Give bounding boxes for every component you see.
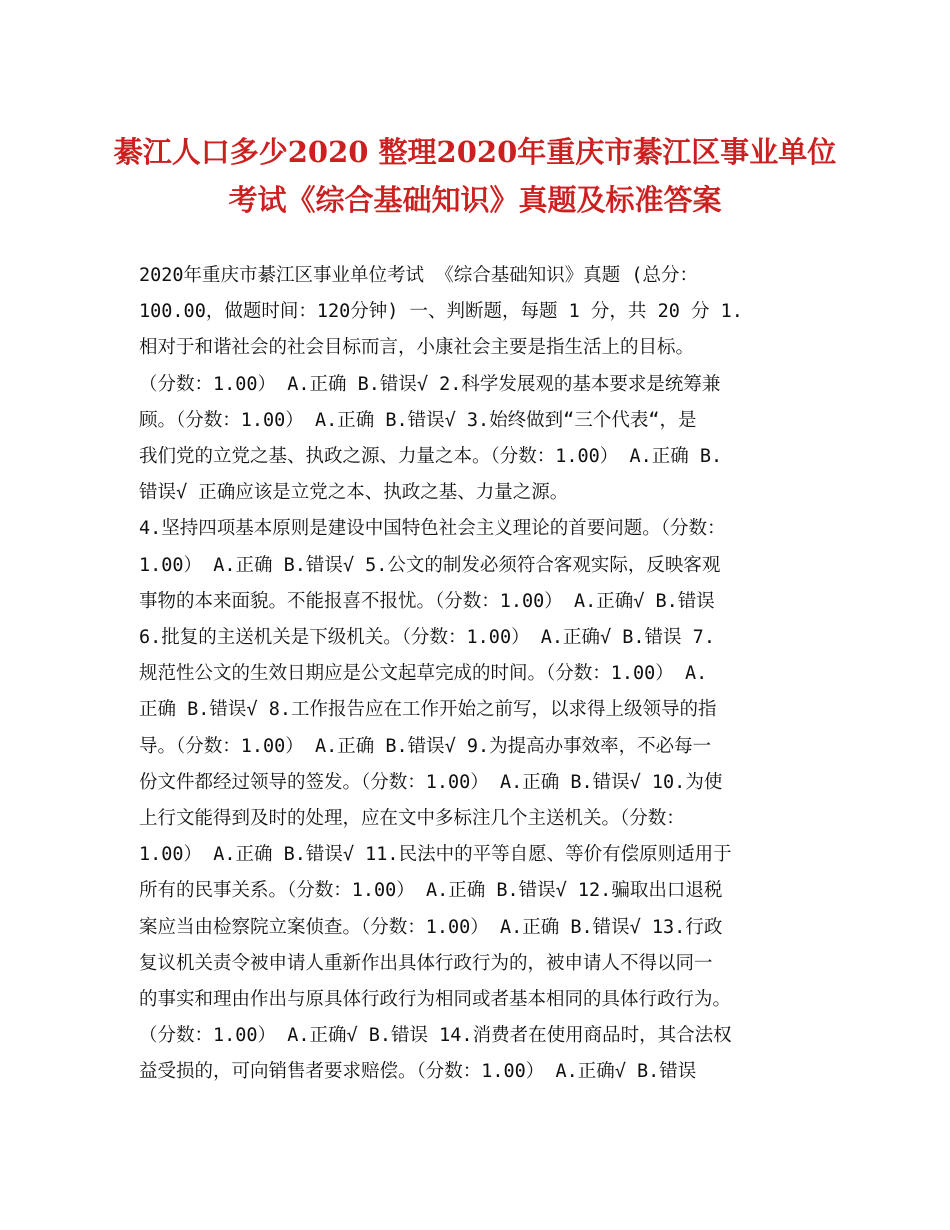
body-line: 份文件都经过领导的签发。（分数：1.00） A.正确 B.错误√ 10.为使 — [139, 771, 723, 793]
body-line: 顾。（分数：1.00） A.正确 B.错误√ 3.始终做到“三个代表“，是 — [139, 409, 697, 431]
body-line: 6.批复的主送机关是下级机关。（分数：1.00） A.正确√ B.错误 7. — [139, 627, 715, 649]
body-line: 案应当由检察院立案侦查。（分数：1.00） A.正确 B.错误√ 13.行政 — [139, 916, 723, 938]
body-line: 2020年重庆市綦江区事业单位考试 《综合基础知识》真题 (总分： — [139, 265, 698, 286]
body-line: 相对于和谐社会的社会目标而言，小康社会主要是指生活上的目标。 — [139, 337, 695, 359]
body-line: 正确 B.错误√ 8.工作报告应在工作开始之前写，以求得上级领导的指 — [139, 699, 717, 721]
body-line: 错误√ 正确应该是立党之本、执政之基、力量之源。 — [139, 482, 569, 504]
body-line: （分数：1.00） A.正确 B.错误√ 2.科学发展观的基本要求是统筹兼 — [139, 373, 721, 395]
body-line: 的事实和理由作出与原具体行政行为相同或者基本相同的具体行政行为。 — [139, 989, 732, 1011]
body-line: 规范性公文的生效日期应是公文起草完成的时间。（分数：1.00） A. — [139, 663, 708, 685]
body-line: 事物的本来面貌。不能报喜不报忧。（分数：1.00） A.正确√ B.错误 — [139, 590, 715, 612]
body-line: 4.坚持四项基本原则是建设中国特色社会主义理论的首要问题。（分数： — [139, 518, 726, 540]
body-line: 我们党的立党之基、执政之源、力量之本。（分数：1.00） A.正确 B. — [139, 446, 723, 468]
body-line: 100.00，做题时间：120分钟) 一、判断题，每题 1 分，共 20 分 1. — [139, 301, 743, 323]
document-title — [100, 128, 850, 224]
title-line-2: 考试《综合基础知识》真题及标准答案 — [228, 183, 722, 217]
body-line: 益受损的，可向销售者要求赔偿。（分数：1.00） A.正确√ B.错误 — [139, 1061, 697, 1083]
body-line: 复议机关责令被申请人重新作出具体行政行为的，被申请人不得以同一 — [139, 952, 713, 974]
body-line: 导。（分数：1.00） A.正确 B.错误√ 9.为提高办事效率，不必每一 — [139, 735, 712, 757]
body-line: 1.00） A.正确 B.错误√ 11.民法中的平等自愿、等价有偿原则适用于 — [139, 844, 732, 866]
body-line: （分数：1.00） A.正确√ B.错误 14.消费者在使用商品时，其合法权 — [139, 1025, 732, 1047]
body-line: 所有的民事关系。（分数：1.00） A.正确 B.错误√ 12.骗取出口退税 — [139, 880, 723, 902]
document-body — [139, 258, 819, 1091]
body-line: 1.00） A.正确 B.错误√ 5.公文的制发必须符合客观实际，反映客观 — [139, 554, 721, 576]
body-line: 上行文能得到及时的处理，应在文中多标注几个主送机关。（分数： — [139, 808, 685, 830]
title-line-1: 綦江人口多少2020 整理2020年重庆市綦江区事业单位 — [113, 135, 837, 169]
